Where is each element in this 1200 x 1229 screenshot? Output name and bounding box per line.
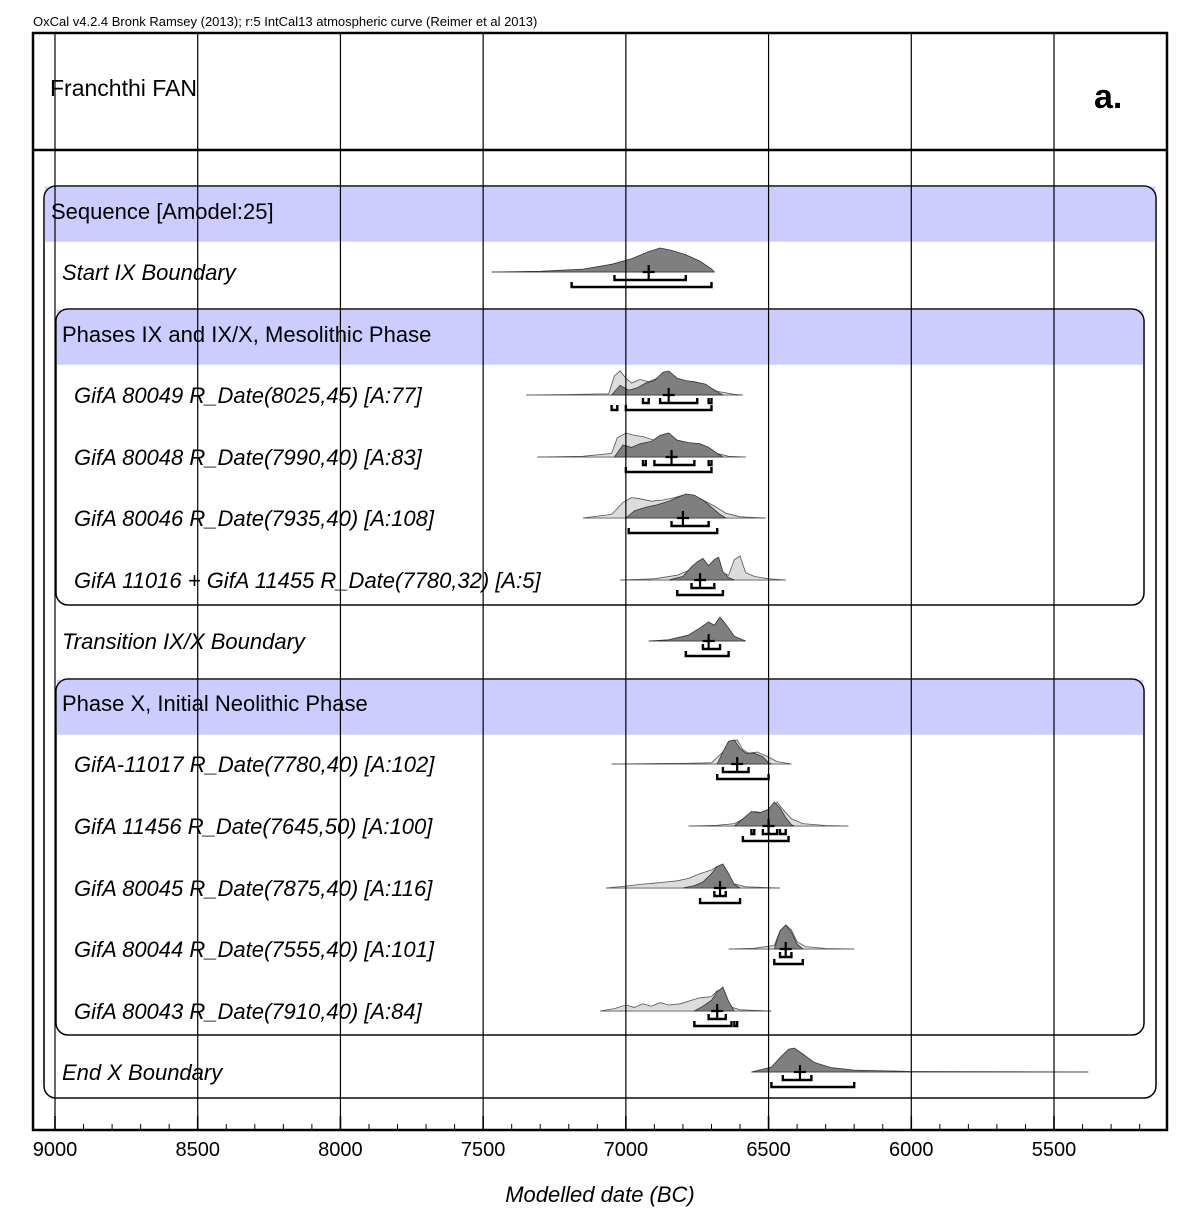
chart-title: Franchthi FAN — [50, 75, 197, 101]
x-tick-label-6500: 6500 — [746, 1139, 791, 1161]
x-tick-label-8500: 8500 — [175, 1139, 220, 1161]
group-label-phase-x: Phase X, Initial Neolithic Phase — [62, 691, 368, 716]
row-11-label: End X Boundary — [62, 1060, 223, 1085]
row-7-label: GifA 11456 R_Date(7645,50) [A:100] — [74, 814, 433, 839]
x-axis-title: Modelled date (BC) — [505, 1182, 695, 1207]
row-6-label: GifA-11017 R_Date(7780,40) [A:102] — [74, 752, 435, 777]
row-0-label: Start IX Boundary — [62, 260, 236, 285]
x-tick-label-5500: 5500 — [1031, 1139, 1077, 1161]
row-8-label: GifA 80045 R_Date(7875,40) [A:116] — [74, 876, 433, 901]
row-1-label: GifA 80049 R_Date(8025,45) [A:77] — [74, 383, 422, 408]
panel-letter: a. — [1094, 78, 1123, 116]
x-tick-label-8000: 8000 — [318, 1139, 363, 1161]
x-tick-label-7500: 7500 — [460, 1139, 506, 1161]
row-5-label: Transition IX/X Boundary — [62, 629, 305, 654]
row-4-label: GifA 11016 + GifA 11455 R_Date(7780,32) [A:5] — [74, 568, 541, 593]
row-10-label: GifA 80043 R_Date(7910,40) [A:84] — [74, 999, 422, 1024]
x-tick-label-6000: 6000 — [889, 1139, 934, 1161]
row-3-label: GifA 80046 R_Date(7935,40) [A:108] — [74, 506, 434, 531]
x-tick-label-7000: 7000 — [603, 1139, 649, 1161]
row-2-label: GifA 80048 R_Date(7990,40) [A:83] — [74, 445, 422, 470]
row-9-label: GifA 80044 R_Date(7555,40) [A:101] — [74, 937, 434, 962]
group-label-phase-ix: Phases IX and IX/X, Mesolithic Phase — [62, 322, 432, 347]
header-credit: OxCal v4.2.4 Bronk Ramsey (2013); r:5 IntCal13 atmospheric curve (Reimer et al 2013) — [33, 14, 538, 29]
group-label-sequence: Sequence [Amodel:25] — [51, 199, 274, 224]
x-tick-label-9000: 9000 — [32, 1139, 78, 1161]
